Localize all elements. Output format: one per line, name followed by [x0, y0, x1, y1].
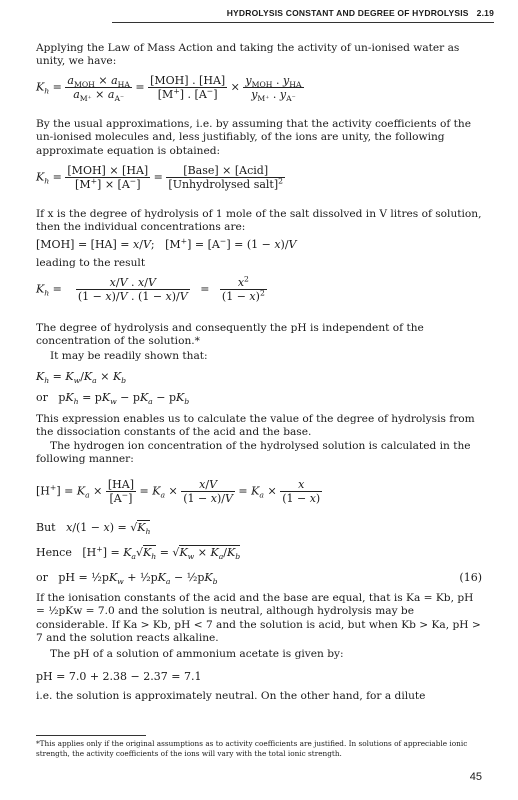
- equation-hence: Hence $[H^+] = K_a√K_h = √K_w \times K_a/K_b$: [36, 544, 241, 562]
- equation-kh-constants: $K_h = K_w/K_a \times K_b$: [36, 370, 127, 386]
- equation-kh-concentrations: $K_h$ = $\frac{\text{[MOH] × [HA]}}{[M^+] \times [A^-]}$ = $\frac{\text{[Base] × [Acid]}}{[Unhydrolysed salt]^2}$: [36, 164, 284, 191]
- or-label-2: or: [36, 571, 48, 584]
- paragraph-expression-enables: This expression enables us to calculate the value of the degree of hydrolysis from the dissociation constants of the acid and the base.: [36, 413, 475, 439]
- paragraph-hydrogen-ion: The hydrogen ion concentration of the hydrolysed solution is calculated in the following manner:: [36, 440, 471, 466]
- equation-but: But $x/(1 - x) = √K_h$: [36, 521, 151, 537]
- equation-hydrogen-ion: $[H^+] = K_a$ × $\frac{[HA]}{[A^-]}$ = $K_a$ × $\frac{x/V}{(1 - x)/V}$ = $K_a$ × $\frac{x}{(1 - x)}$: [36, 478, 321, 505]
- paragraph-leading-to: leading to the result: [36, 257, 146, 269]
- equation-number: (16): [459, 571, 482, 584]
- equation-kh-degree: $K_h$ = $\frac{x/V . x/V}{(1 - x)/V . (1 - x)/V}$ = $\frac{x^2}{(1 - x)^2}$: [36, 274, 265, 303]
- equation-pkh: or $pK_h = pK_w - pK_a - pK_b$: [36, 391, 190, 407]
- running-header: [227, 8, 494, 18]
- page-reference: 2.19: [476, 8, 494, 18]
- equation-kh-activities: $K_h$ = $\frac{a_{MOH} \times a_{HA}}{a_{M^+} \times a_{A^-}}$ = $\frac{\text{[MOH] . [HA]}}{[M^+] . [A^-]}$ × $\frac{y_{MOH} . y_{HA}}{y_{M^+} . y_{A^-}}$: [36, 74, 302, 104]
- paragraph-approximately-neutral: i.e. the solution is approximately neutral. On the other hand, for a dilute: [36, 690, 426, 702]
- equation-individual-concentrations: [MOH] = [HA] = x/V; [M+] = [A−] = (1 − x)/V: [36, 236, 297, 251]
- page-number: 45: [469, 771, 482, 783]
- running-title: HYDROLYSIS CONSTANT AND DEGREE OF HYDROLYSIS: [226, 8, 469, 18]
- footnote-rule: [36, 735, 146, 736]
- paragraph-ionisation-constants: If the ionisation constants of the acid and the base are equal, that is Ka = Kb, pH = ½pKw = 7.0 and the solution is neutral, although hydrolysis may be considerable. If Ka > Kb, pH < 7 and the solution is acid, but when Kb > Ka, pH > 7 and the solution reacts alkaline.: [36, 592, 481, 645]
- hence-label: Hence: [36, 546, 72, 559]
- paragraph-ph-independent: The degree of hydrolysis and consequently the pH is independent of the concentration of the solution.*: [36, 322, 424, 348]
- but-label: But: [36, 521, 56, 534]
- paragraph-approximations: By the usual approximations, i.e. by assuming that the activity coefficients of the un-ionised molecules and, less justifiably, of the ions are unity, the following approximate equation is obtained:: [36, 118, 471, 157]
- paragraph-shown-that: It may be readily shown that:: [50, 350, 208, 362]
- equation-ph-ammonium-acetate: pH = 7.0 + 2.38 − 2.37 = 7.1: [36, 670, 202, 683]
- paragraph-law-of-mass-action: Applying the Law of Mass Action and taking the activity of un-ionised water as unity, we have:: [36, 42, 460, 68]
- or-label: or: [36, 391, 48, 404]
- footnote: *This applies only if the original assumptions as to activity coefficients are justified. In solutions of appreciable ionic strength, the activity coefficients of the ions will vary with the total ionic strength.: [36, 739, 468, 758]
- header-rule: [112, 22, 494, 23]
- paragraph-ammonium-acetate: The pH of a solution of ammonium acetate is given by:: [50, 648, 344, 660]
- equation-ph-constants: or pH = $\frac{1}{2}pK_w$ + $\frac{1}{2}pK_a$ − $\frac{1}{2}pK_b$: [36, 571, 218, 587]
- paragraph-degree-of-hydrolysis: If x is the degree of hydrolysis of 1 mole of the salt dissolved in V litres of solution, then the individual concentrations are:: [36, 208, 482, 234]
